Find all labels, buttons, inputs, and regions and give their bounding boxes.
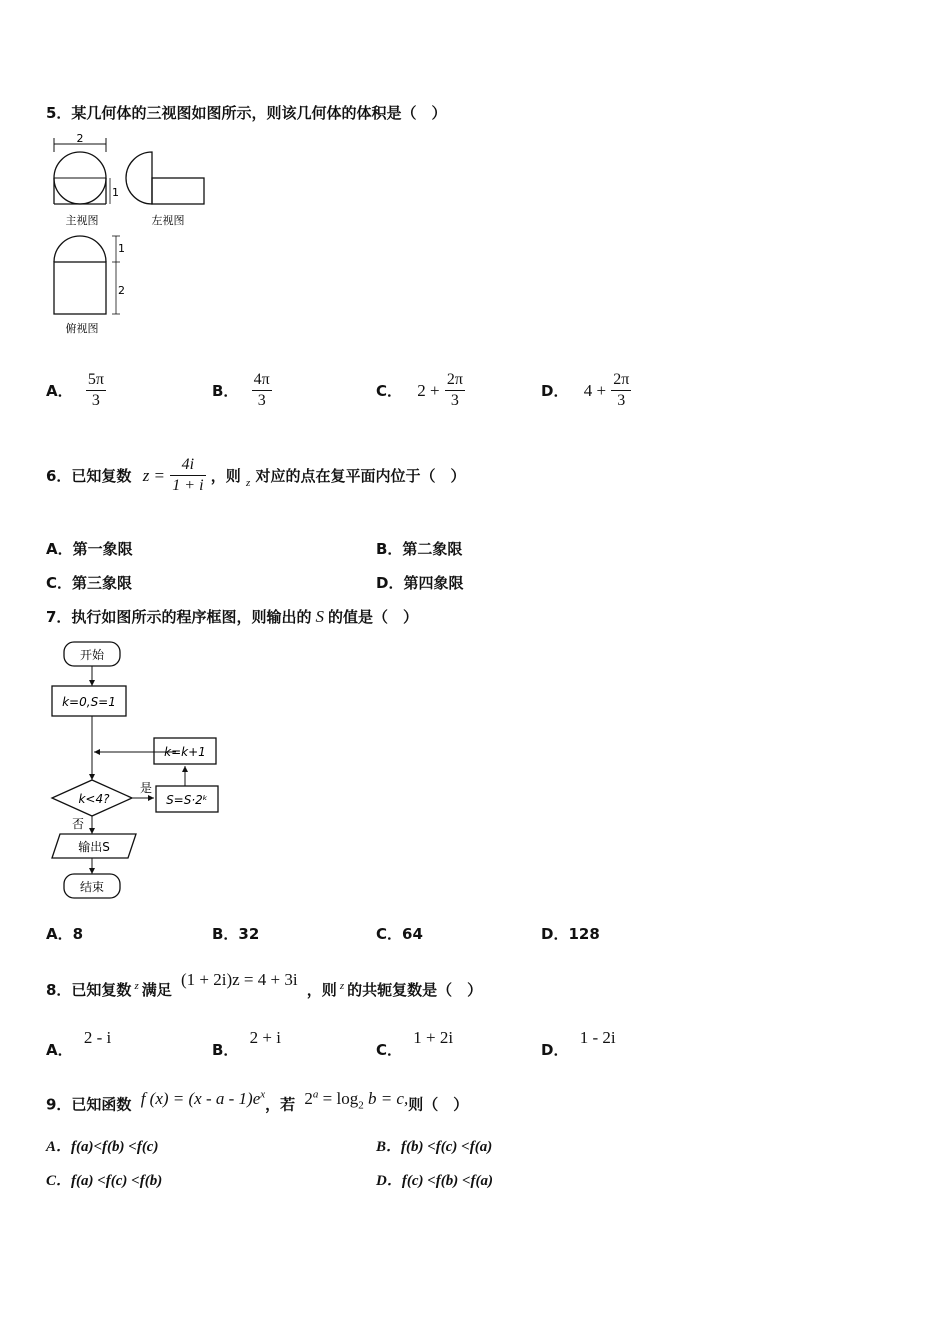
q5-option-b[interactable]: B． $\frac{4\pi}{3}$: [212, 371, 270, 409]
front-view-label: 主视图: [65, 214, 99, 227]
side-view-half-circle: [126, 152, 152, 204]
q7-option-c[interactable]: C．64: [376, 925, 423, 943]
q6-option-c[interactable]: C．第三象限: [46, 574, 133, 592]
q6-option-a[interactable]: A．第一象限: [46, 540, 133, 558]
q5-stem: 5．某几何体的三视图如图所示，则该几何体的体积是（ ）: [46, 104, 447, 122]
top-view-arch: [54, 236, 106, 262]
q8-option-d[interactable]: D． 1 - 2i: [541, 1028, 616, 1059]
flow-init-label: k=0,S=1: [62, 695, 116, 709]
q5-option-a[interactable]: A． $\frac{5\pi}{3}$: [46, 371, 104, 409]
q7-stem: 7．执行如图所示的程序框图，则输出的 S 的值是（ ）: [46, 607, 418, 626]
flow-end-label: 结束: [79, 880, 105, 894]
side-view-label: 左视图: [151, 214, 185, 227]
q8-option-c[interactable]: C． 1 + 2i: [376, 1028, 454, 1059]
q6-option-d[interactable]: D．第四象限: [376, 574, 464, 592]
side-view-rect: [152, 178, 204, 204]
q7-flowchart: [44, 636, 244, 906]
q7-option-d[interactable]: D．128: [541, 925, 600, 943]
flow-no-label: 否: [72, 817, 85, 831]
q7-option-a[interactable]: A．8: [46, 925, 84, 943]
q9-option-b[interactable]: B．f(b) <f(c) <f(a): [376, 1139, 493, 1155]
q6-option-b[interactable]: B．第二象限: [376, 540, 463, 558]
dim-1-label: 1: [112, 186, 119, 199]
q8-option-a[interactable]: A． 2 - i: [46, 1028, 112, 1059]
q9-option-d[interactable]: D．f(c) <f(b) <f(a): [376, 1173, 494, 1189]
q9-stem: 9．已知函数 f $(x) = (x - a - 1)e^x$，若 $2^a = \log_2 b = c$,则（ ）: [46, 1088, 469, 1114]
top-dim-1-label: 1: [118, 242, 125, 255]
flow-output-label: 输出S: [78, 840, 110, 854]
q7-option-b[interactable]: B．32: [212, 925, 260, 943]
flow-start-label: 开始: [79, 648, 105, 662]
flow-update-k-label: k=k+1: [164, 745, 206, 759]
q5-option-c[interactable]: C． 2 + $\frac{2\pi}{3}$: [376, 371, 463, 409]
q6-stem: 6．已知复数 z = $\frac{4i}{1 + i}$ ，则 $_z$ 对应的点在复平面内位于（ ）: [46, 456, 466, 494]
q9-option-c[interactable]: C．f(a) <f(c) <f(b): [46, 1173, 163, 1189]
flow-condition-label: k<4?: [78, 792, 110, 806]
top-dim-2-label: 2: [118, 284, 125, 297]
dim-2-label: 2: [76, 132, 84, 145]
top-view-label: 俯视图: [65, 322, 99, 335]
flow-yes-label: 是: [140, 781, 153, 795]
q8-option-b[interactable]: B． 2 + i: [212, 1028, 281, 1059]
top-view-rect: [54, 262, 106, 314]
flow-update-s-label: S=S·2ᵏ: [166, 793, 208, 807]
q8-stem: 8．已知复数 $^z$ 满足 (1 + 2i)z = 4 + 3i ，则 $^z$ 的共轭复数是（ ）: [46, 970, 483, 999]
q9-option-a[interactable]: A．f(a)<f(b) <f(c): [46, 1139, 159, 1155]
q5-option-d[interactable]: D． 4 + $\frac{2\pi}{3}$: [541, 371, 630, 409]
q5-three-view-figure: [44, 130, 214, 340]
